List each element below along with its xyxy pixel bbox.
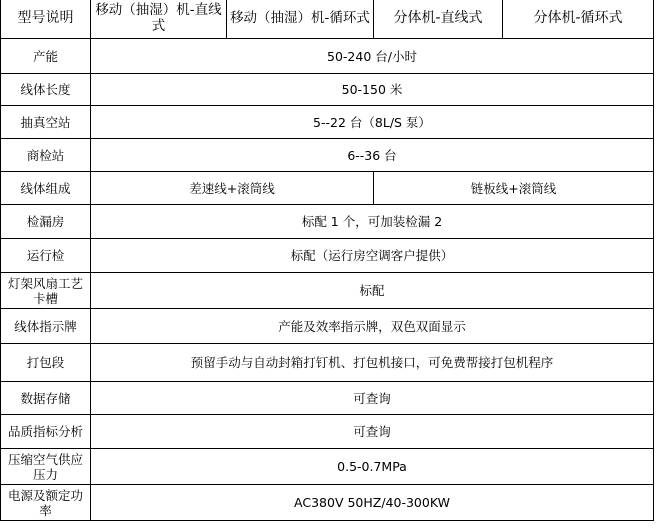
row-value-left: 差速线+滚筒线	[91, 172, 374, 205]
header-split-straight: 分体机-直线式	[374, 0, 503, 39]
table-row	[1, 382, 654, 415]
table-row	[1, 485, 654, 521]
row-label: 品质指标分析	[1, 415, 91, 449]
row-label: 运行检	[1, 239, 91, 273]
table-row	[1, 39, 654, 74]
table-row	[1, 172, 654, 205]
row-label: 打包段	[1, 344, 91, 382]
row-label: 抽真空站	[1, 106, 91, 139]
table-row	[1, 273, 654, 309]
row-value-right: 链板线+滚筒线	[374, 172, 654, 205]
row-label: 检漏房	[1, 205, 91, 239]
row-value: 可查询	[91, 415, 654, 449]
row-value: 50-240 台/小时	[91, 39, 654, 74]
row-label: 电源及额定功率	[1, 485, 91, 521]
row-value: 标配 1 个，可加装检漏 2	[91, 205, 654, 239]
table-row	[1, 239, 654, 273]
row-label: 线体组成	[1, 172, 91, 205]
table-row	[1, 344, 654, 382]
table-row	[1, 74, 654, 106]
row-value: 0.5-0.7MPa	[91, 449, 654, 485]
table-row	[1, 205, 654, 239]
row-value: 产能及效率指示牌，双色双面显示	[91, 309, 654, 344]
header-mobile-loop: 移动（抽湿）机-循环式	[227, 0, 374, 39]
row-label: 线体指示牌	[1, 309, 91, 344]
row-value: 可查询	[91, 382, 654, 415]
row-label: 数据存储	[1, 382, 91, 415]
row-value: 标配（运行房空调客户提供）	[91, 239, 654, 273]
row-value: 50-150 米	[91, 74, 654, 106]
row-value: 6--36 台	[91, 139, 654, 172]
header-split-loop: 分体机-循环式	[503, 0, 654, 39]
header-row	[1, 0, 654, 39]
row-value: AC380V 50HZ/40-300KW	[91, 485, 654, 521]
table-row	[1, 309, 654, 344]
row-label: 压缩空气供应压力	[1, 449, 91, 485]
row-label: 产能	[1, 39, 91, 74]
row-value: 5--22 台（8L/S 泵）	[91, 106, 654, 139]
header-model: 型号说明	[1, 0, 91, 39]
header-mobile-straight: 移动（抽湿）机-直线式	[91, 0, 227, 39]
row-value: 标配	[91, 273, 654, 309]
row-value: 预留手动与自动封箱打钉机、打包机接口，可免费帮接打包机程序	[91, 344, 654, 382]
row-label: 灯架风扇工艺卡槽	[1, 273, 91, 309]
table-row	[1, 106, 654, 139]
row-label: 商检站	[1, 139, 91, 172]
table-row	[1, 449, 654, 485]
table-row	[1, 415, 654, 449]
table-row	[1, 139, 654, 172]
row-label: 线体长度	[1, 74, 91, 106]
